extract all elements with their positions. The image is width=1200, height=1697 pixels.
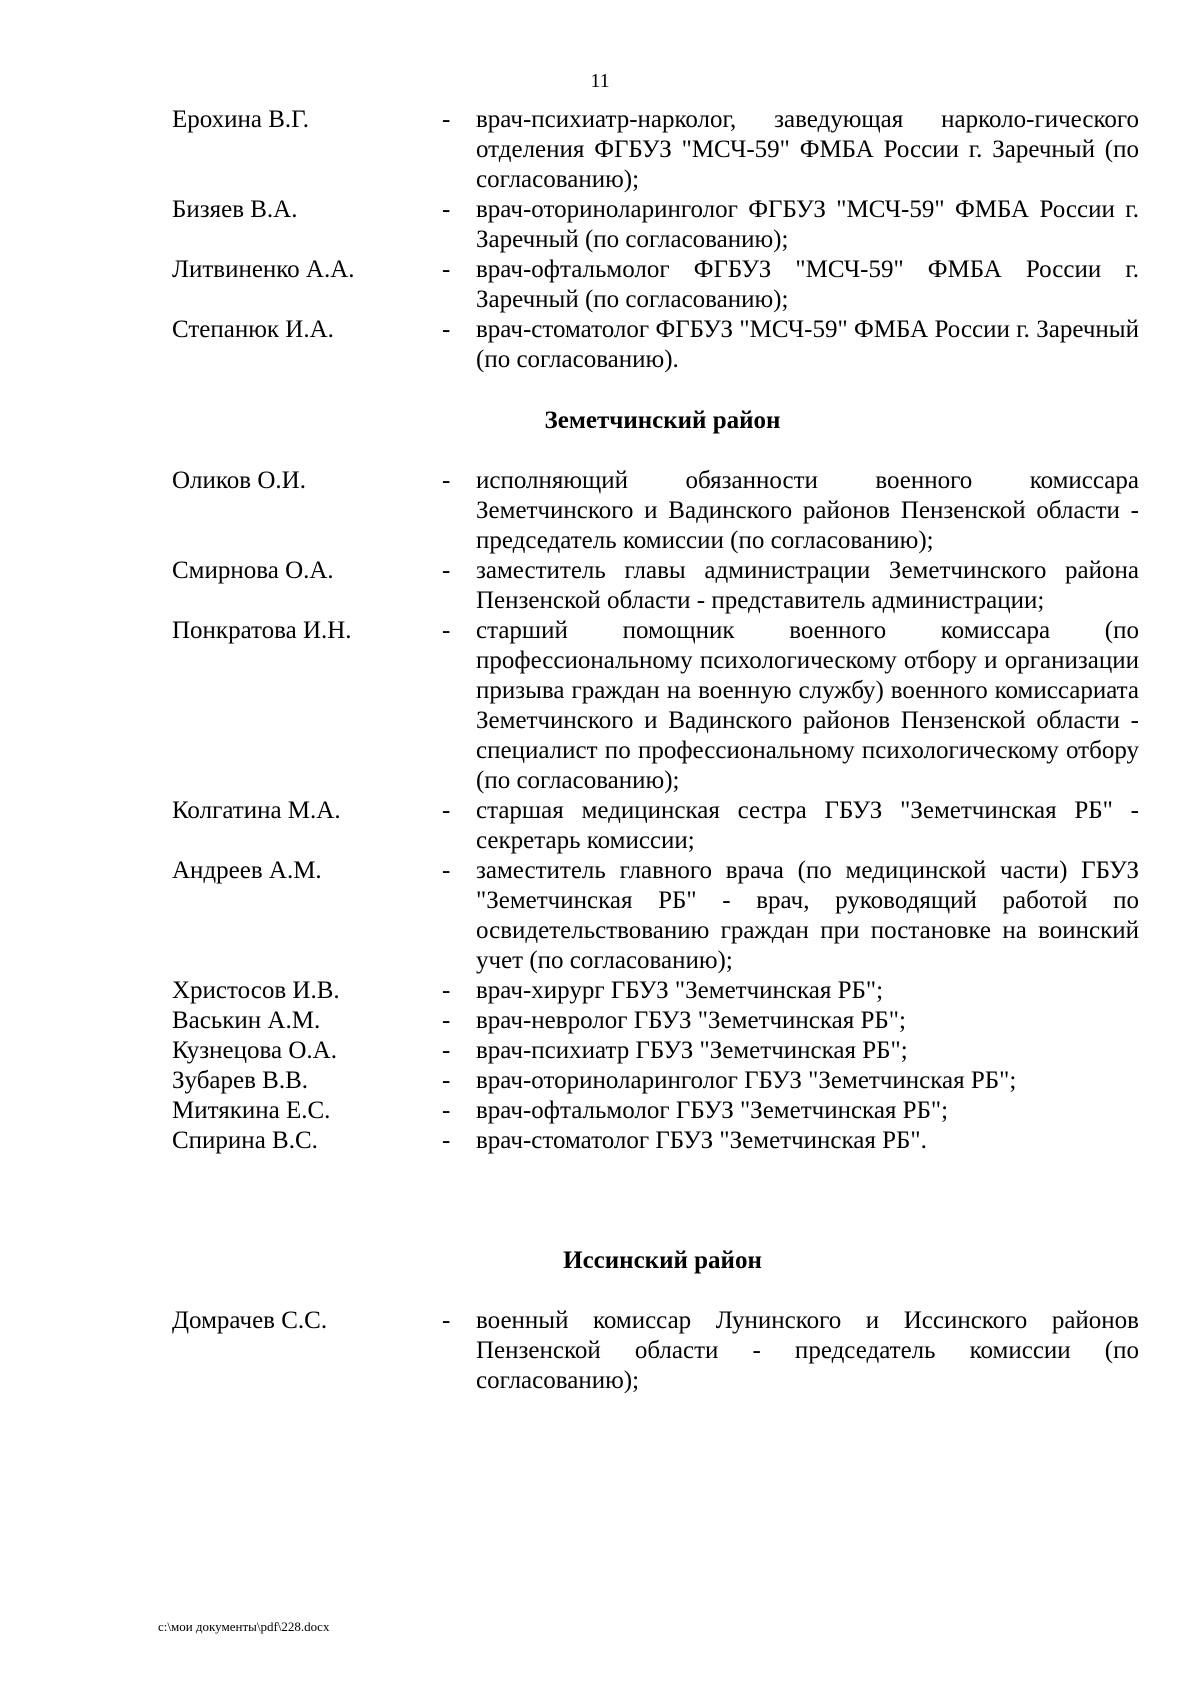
list-item bbox=[0, 856, 1200, 976]
list-item bbox=[0, 556, 1200, 616]
list-item bbox=[0, 1006, 1200, 1036]
list-item bbox=[0, 1126, 1200, 1156]
member-role: врач-оториноларинголог ФГБУЗ "МСЧ-59" ФМБА России г. Заречный (по согласованию); bbox=[476, 196, 1139, 253]
member-role: врач-хирург ГБУЗ "Земетчинская РБ"; bbox=[476, 977, 884, 1004]
dash: - bbox=[442, 1307, 451, 1334]
member-role: заместитель главы администрации Земетчинского района Пензенской области - представитель администрации; bbox=[476, 557, 1139, 614]
dash: - bbox=[442, 977, 451, 1004]
list-item bbox=[0, 255, 1200, 315]
member-role: врач-оториноларинголог ГБУЗ "Земетчинская РБ"; bbox=[476, 1067, 1017, 1094]
member-name: Зубарев В.В. bbox=[172, 1067, 309, 1094]
member-role: старшая медицинская сестра ГБУЗ "Земетчинская РБ" - секретарь комиссии; bbox=[476, 797, 1139, 854]
member-name: Понкратова И.Н. bbox=[172, 617, 352, 644]
list-item bbox=[0, 315, 1200, 375]
list-item bbox=[0, 976, 1200, 1006]
page-number: 11 bbox=[590, 70, 610, 92]
list-item bbox=[0, 105, 1200, 195]
member-role: военный комиссар Лунинского и Иссинского районов Пензенской области - председатель комиссии (по согласованию); bbox=[476, 1307, 1139, 1394]
list-item bbox=[0, 195, 1200, 255]
member-role: врач-стоматолог ГБУЗ "Земетчинская РБ". bbox=[476, 1127, 927, 1154]
member-name: Степанюк И.А. bbox=[172, 316, 334, 343]
dash: - bbox=[442, 857, 451, 884]
dash: - bbox=[442, 106, 451, 133]
member-name: Оликов О.И. bbox=[172, 467, 306, 494]
list-item bbox=[0, 1096, 1200, 1126]
list-item bbox=[0, 466, 1200, 556]
member-name: Христосов И.В. bbox=[172, 977, 340, 1004]
member-name: Литвиненко А.А. bbox=[172, 256, 355, 283]
member-role: врач-офтальмолог ГБУЗ "Земетчинская РБ"; bbox=[476, 1097, 949, 1124]
list-item bbox=[0, 1306, 1200, 1396]
list-item bbox=[0, 1036, 1200, 1066]
member-role: врач-офтальмолог ФГБУЗ "МСЧ-59" ФМБА России г. Заречный (по согласованию); bbox=[476, 256, 1139, 313]
section-heading-zemetchinsky: Земетчинский район bbox=[544, 407, 781, 434]
member-role: врач-психиатр ГБУЗ "Земетчинская РБ"; bbox=[476, 1037, 908, 1064]
dash: - bbox=[442, 1007, 451, 1034]
commission-list-continued bbox=[0, 105, 1200, 375]
commission-list-issinsky bbox=[0, 1306, 1200, 1396]
dash: - bbox=[442, 256, 451, 283]
dash: - bbox=[442, 617, 451, 644]
commission-list-zemetchinsky bbox=[0, 466, 1200, 1156]
dash: - bbox=[442, 1127, 451, 1154]
member-role: старший помощник военного комиссара (по профессиональному психологическому отбору и организации призыва граждан на военную службу) военного комиссариата Земетчинского и Вадинского районов Пензенской области - специалист по профессиональному психологическому отбору (по согласованию); bbox=[476, 617, 1139, 794]
member-name: Домрачев С.С. bbox=[172, 1307, 328, 1334]
list-item bbox=[0, 616, 1200, 796]
list-item bbox=[0, 1066, 1200, 1096]
member-name: Митякина Е.С. bbox=[172, 1097, 331, 1124]
member-name: Ерохина В.Г. bbox=[172, 106, 310, 133]
section-heading-issinsky: Иссинский район bbox=[563, 1247, 762, 1274]
member-role: исполняющий обязанности военного комиссара Земетчинского и Вадинского районов Пензенской области - председатель комиссии (по согласованию); bbox=[476, 467, 1139, 554]
member-role: врач-психиатр-нарколог, заведующая нарколо-гического отделения ФГБУЗ "МСЧ-59" ФМБА России г. Заречный (по согласованию); bbox=[476, 106, 1139, 193]
list-item bbox=[0, 796, 1200, 856]
file-path-footer: c:\мои документы\pdf\228.docx bbox=[158, 1619, 330, 1634]
member-name: Колгатина М.А. bbox=[172, 797, 341, 824]
member-name: Кузнецова О.А. bbox=[172, 1037, 337, 1064]
dash: - bbox=[442, 1097, 451, 1124]
dash: - bbox=[442, 467, 451, 494]
dash: - bbox=[442, 1067, 451, 1094]
dash: - bbox=[442, 196, 451, 223]
dash: - bbox=[442, 797, 451, 824]
dash: - bbox=[442, 316, 451, 343]
member-name: Спирина В.С. bbox=[172, 1127, 318, 1154]
member-role: врач-стоматолог ФГБУЗ "МСЧ-59" ФМБА России г. Заречный (по согласованию). bbox=[476, 316, 1139, 373]
member-role: заместитель главного врача (по медицинской части) ГБУЗ "Земетчинская РБ" - врач, руководящий работой по освидетельствованию граждан при постановке на воинский учет (по согласованию); bbox=[476, 857, 1139, 974]
member-name: Смирнова О.А. bbox=[172, 557, 334, 584]
dash: - bbox=[442, 1037, 451, 1064]
member-name: Бизяев В.А. bbox=[172, 196, 298, 223]
dash: - bbox=[442, 557, 451, 584]
member-name: Васькин А.М. bbox=[172, 1007, 321, 1034]
member-role: врач-невролог ГБУЗ "Земетчинская РБ"; bbox=[476, 1007, 906, 1034]
member-name: Андреев А.М. bbox=[172, 857, 322, 884]
